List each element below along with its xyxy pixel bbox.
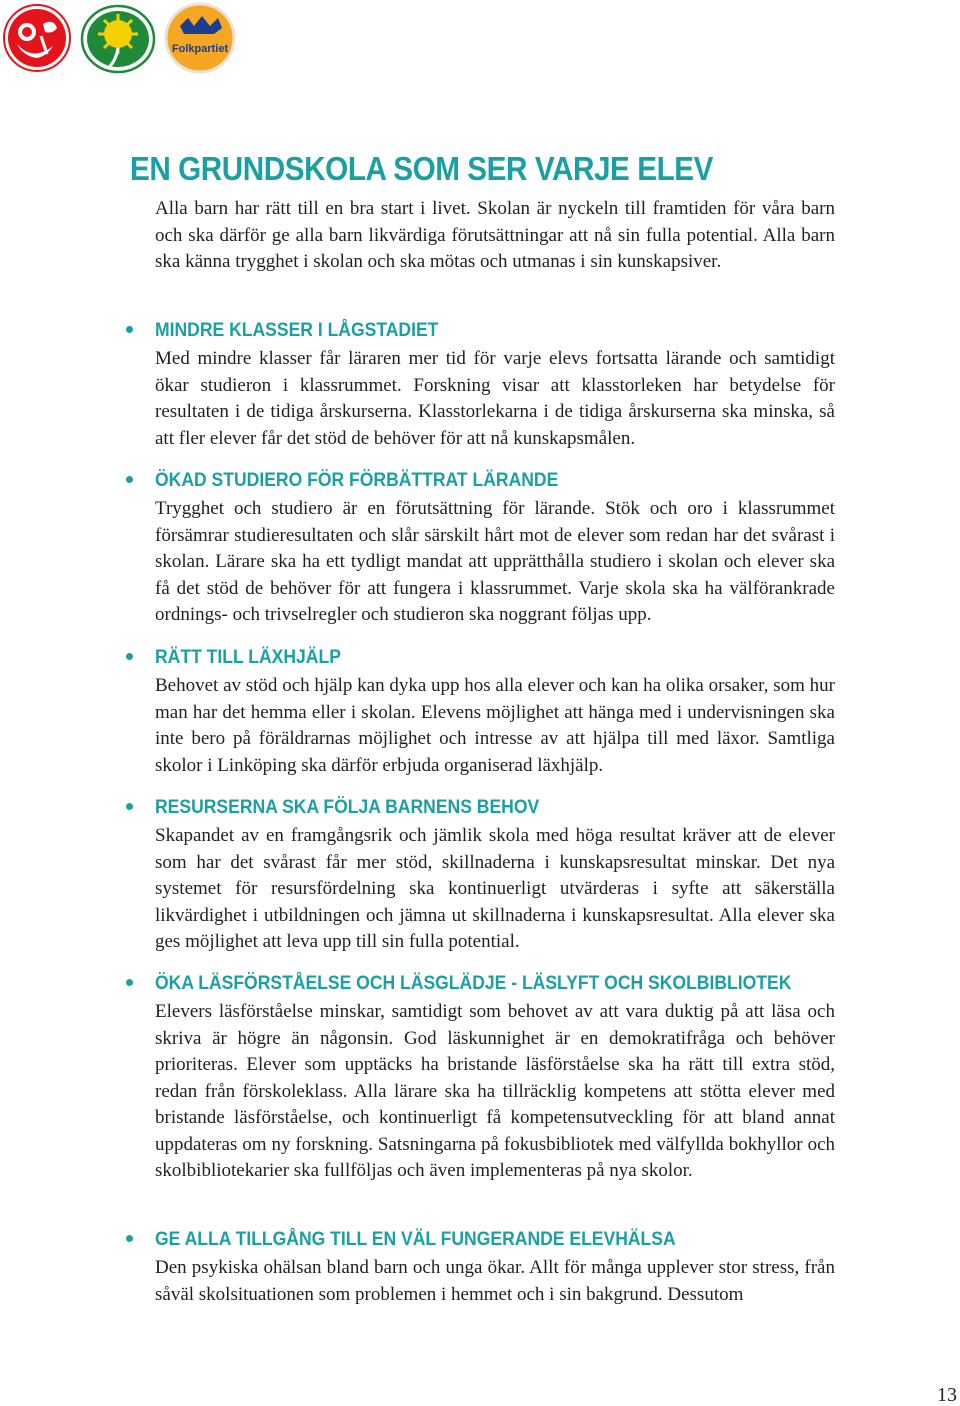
section-heading: RESURSERNA SKA FÖLJA BARNENS BEHOV xyxy=(155,796,540,818)
section-heading: ÖKAD STUDIERO FÖR FÖRBÄTTRAT LÄRANDE xyxy=(155,469,559,491)
section-body: Med mindre klasser får läraren mer tid för varje elevs fortsatta lärande och samtidigt ökar studieron i klassrummet. Forskning visar att klasstorleken har betydelse för resultaten i de tidiga årskurserna. Klasstorlekarna i de tidiga årskurserna ska minska, så att fler elever får det stöd de behöver för att nå kunskapsmålen. xyxy=(155,348,835,449)
section-resurserna xyxy=(155,795,835,956)
section-body: Behovet av stöd och hjälp kan dyka upp hos alla elever och kan ha olika orsaker, som hur man har det hemma eller i skolan. Elevens möjlighet att hänga med i undervisningen ska inte bero på föräldrarnas möjlighet och intresse av att hjälpa till med läxor. Samtliga skolor i Linköping ska därför erbjuda organiserad läxhjälp. xyxy=(155,675,835,776)
section-heading: MINDRE KLASSER I LÅGSTADIET xyxy=(155,319,439,341)
section-mindre-klasser xyxy=(155,318,835,452)
bullet-icon xyxy=(126,1235,133,1242)
red-rose-logo-icon xyxy=(3,4,71,72)
section-heading: RÄTT TILL LÄXHJÄLP xyxy=(155,646,341,668)
section-heading: GE ALLA TILLGÅNG TILL EN VÄL FUNGERANDE ELEVHÄLSA xyxy=(155,1228,676,1250)
page-number: 13 xyxy=(937,1384,957,1406)
bullet-icon xyxy=(126,653,133,660)
svg-text:Folkpartiet: Folkpartiet xyxy=(171,43,229,55)
bullet-icon xyxy=(126,326,133,333)
green-clover-logo-icon xyxy=(80,4,156,74)
section-heading: ÖKA LÄSFÖRSTÅELSE OCH LÄSGLÄDJE - LÄSLYFT OCH SKOLBIBLIOTEK xyxy=(155,972,792,994)
intro-paragraph: Alla barn har rätt till en bra start i livet. Skolan är nyckeln till framtiden för våra barn och ska därför ge alla barn likvärdiga förutsättningar att nå sin fulla potential. Alla barn ska känna trygghet i skolan och ska mötas och utmanas i sin kunskapsiver. xyxy=(155,198,835,272)
page-title: EN GRUNDSKOLA SOM SER VARJE ELEV xyxy=(130,150,713,187)
section-okad-studiero xyxy=(155,468,835,629)
section-body: Trygghet och studiero är en förutsättning för lärande. Stök och oro i klassrummet försämrar studieresultaten och slår särskilt hårt mot de elever som redan har det svårast i skolan. Lärare ska ha ett tydligt mandat att upprätthålla studiero i skolan och elever ska få det stöd de behöver för att fungera i klassrummet. Varje skola ska ha välförankrade ordnings- och trivselregler och studieron ska noggrant följas upp. xyxy=(155,498,835,625)
bullet-icon xyxy=(126,476,133,483)
bullet-icon xyxy=(126,803,133,810)
section-ratt-till-laxhjalp xyxy=(155,645,835,779)
section-body: Elevers läsförståelse minskar, samtidigt som behovet av att vara duktig på att läsa och skriva är högre än någonsin. God läskunnighet är en demokratifråga och behöver prioriteras. Elever som upptäcks ha bristande läsförståelse ska ha rätt till extra stöd, redan från förskoleklass. Alla lärare ska ha tillräcklig kompetens att stötta elever med bristande läsförståelse, och kontinuerligt få kompetensutveckling för att bland annat uppdateras om ny forskning. Satsningarna på fokusbibliotek med välfyllda bokhyllor och skolbibliotekarier ska fullföljas och även implementeras på nya skolor. xyxy=(155,1001,835,1181)
section-body: Den psykiska ohälsan bland barn och unga ökar. Allt för många upplever stor stress, från såväl skolsituationen som problemen i hemmet och i sin bakgrund. Dessutom xyxy=(155,1257,835,1305)
folkpartiet-logo-icon xyxy=(164,2,236,74)
section-body: Skapandet av en framgångsrik och jämlik skola med höga resultat kräver att de elever som har det svårast får mer stöd, skillnaderna i kunskapsresultat minskar. Det nya systemet för resursfördelning ska kontinuerligt utvärderas i syfte att säkerställa likvärdighet i utbildningen och jämna ut skillnaderna i kunskapsresultat. Alla elever ska ges möjlighet att leva upp till sin fulla potential. xyxy=(155,825,835,952)
section-elevhalsa xyxy=(155,1227,835,1308)
bullet-icon xyxy=(126,979,133,986)
section-lasforstaelse xyxy=(155,971,835,1185)
